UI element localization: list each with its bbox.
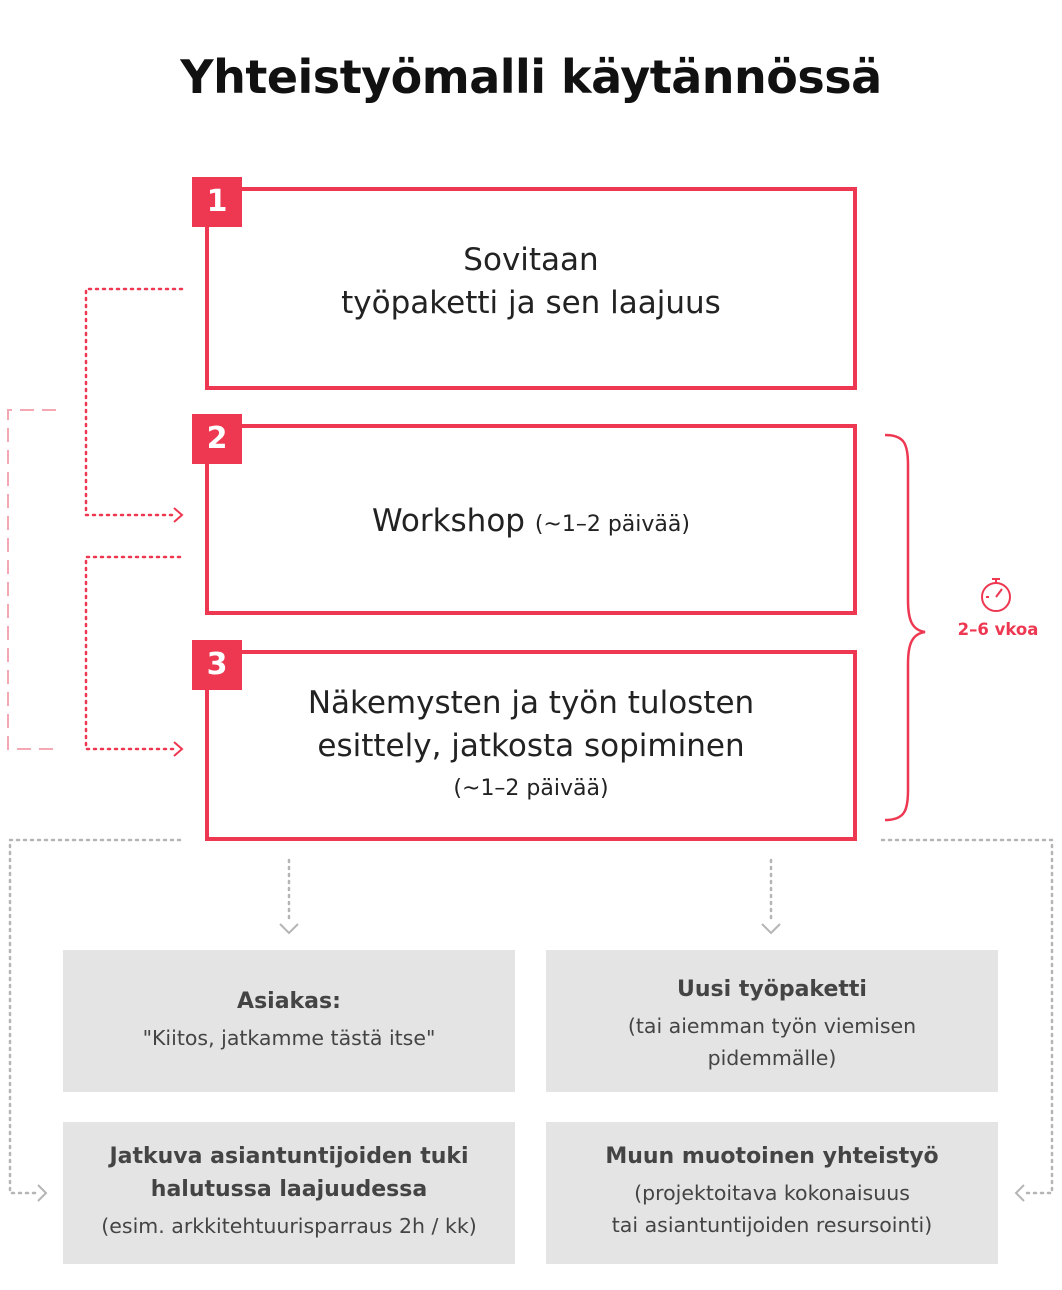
step-2-box (205, 424, 857, 615)
step-3-note: (~1–2 päivää) (453, 776, 609, 801)
outcome-2-text1: (tai aiemman työn viemisen (627, 1014, 917, 1038)
step-1-line1: Sovitaan (463, 242, 599, 278)
step-1-box (205, 187, 857, 390)
step-3-badge: 3 (192, 640, 242, 690)
outcome-1-text: "Kiitos, jatkamme tästä itse" (142, 1026, 436, 1050)
outcome-new-work-package (546, 950, 998, 1092)
outcome-2-text2: pidemmälle) (707, 1046, 837, 1070)
connector-step2-to-step3 (86, 557, 180, 749)
outcome-3-heading1: Jatkuva asiantuntijoiden tuki (109, 1144, 469, 1169)
down-arrow-left-head-icon (280, 924, 298, 933)
outcome-4-text2: tai asiantuntijoiden resursointi) (611, 1213, 933, 1237)
page-title: Yhteistyömalli käytännössä (180, 50, 882, 104)
outcome-1-heading: Asiakas: (237, 989, 341, 1014)
arrowhead-step2-icon (174, 508, 182, 522)
outcome-customer-continues (63, 950, 515, 1092)
arrowhead-step3-icon (174, 742, 182, 756)
side-route-left-head-icon (38, 1185, 46, 1201)
outcome-3-heading2: halutussa laajuudessa (150, 1177, 428, 1202)
stopwatch-icon (982, 579, 1010, 611)
outcome-3-text: (esim. arkkitehtuurisparraus 2h / kk) (101, 1214, 477, 1238)
step-3-box (205, 650, 857, 841)
loop-bracket (8, 410, 56, 749)
connector-step1-to-step2 (86, 289, 182, 515)
outcome-continuous-support (63, 1122, 515, 1264)
step-2-note: (~1–2 päivää) (534, 512, 690, 537)
step-1-line2: työpaketti ja sen laajuus (341, 285, 721, 321)
down-arrow-right-head-icon (762, 924, 780, 933)
duration-brace (885, 435, 925, 820)
step-2-main: Workshop (372, 503, 525, 539)
outcome-other-collaboration (546, 1122, 998, 1264)
side-route-right-head-icon (1016, 1185, 1024, 1201)
step-1-badge: 1 (192, 177, 242, 227)
step-2-badge: 2 (192, 414, 242, 464)
duration-label: 2–6 vkoa (957, 620, 1039, 639)
step-3-line2: esittely, jatkosta sopiminen (317, 728, 745, 764)
outcome-4-heading: Muun muotoinen yhteistyö (605, 1144, 939, 1169)
outcome-4-text1: (projektoitava kokonaisuus (634, 1181, 910, 1205)
outcome-2-heading: Uusi työpaketti (677, 977, 867, 1002)
step-3-line1: Näkemysten ja työn tulosten (307, 685, 755, 721)
